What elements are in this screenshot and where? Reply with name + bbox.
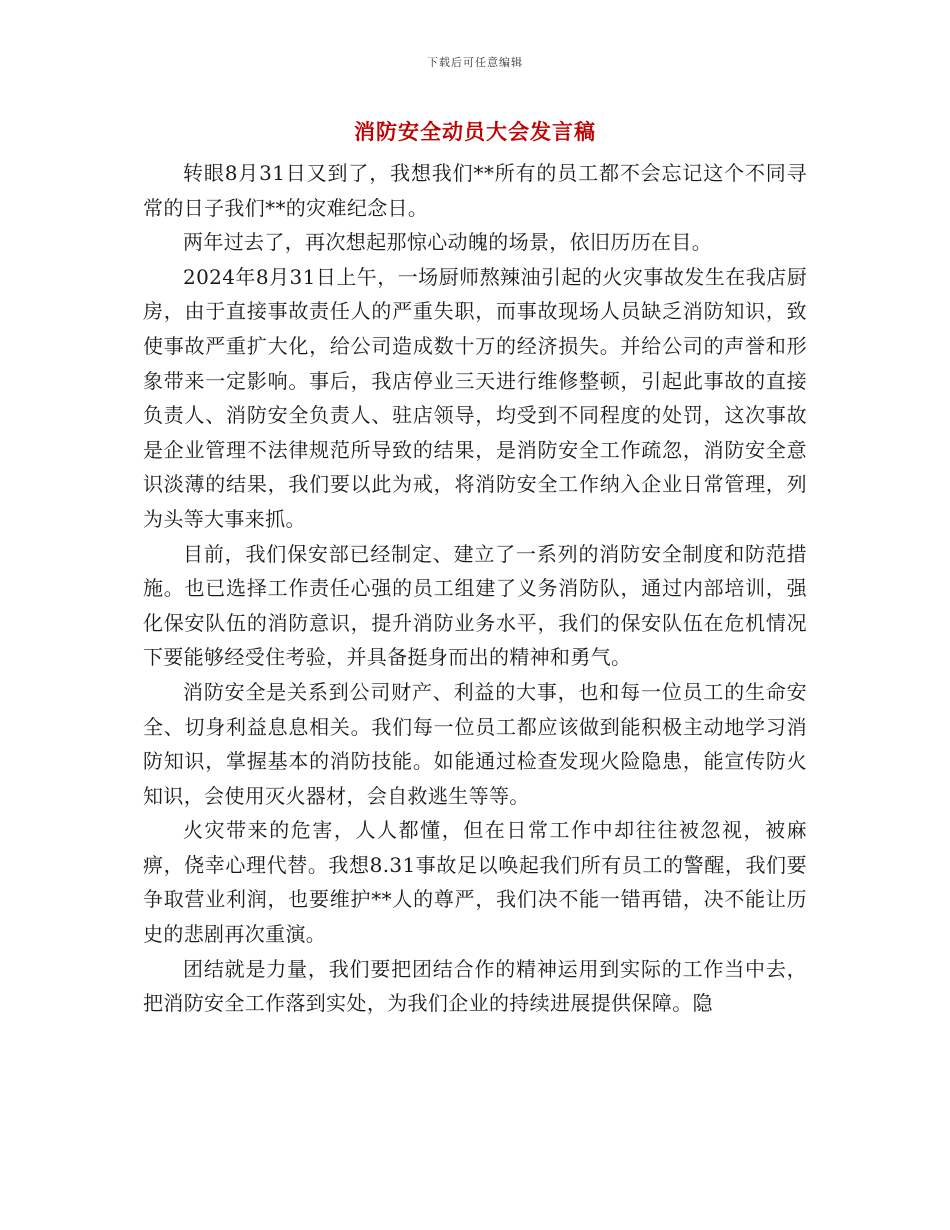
header-note: 下载后可任意编辑 [427,56,523,69]
paragraph-7: 团结就是力量，我们要把团结合作的精神运用到实际的工作当中去，把消防安全工作落到实处，为我们企业的持续进展提供保障。隐 [143,956,807,1016]
paragraph-4: 目前，我们保安部已经制定、建立了一系列的消防安全制度和防范措施。也已选择工作责任心强的员工组建了义务消防队，通过内部培训，强化保安队伍的消防意识，提升消防业务水平，我们的保安队伍在危机情况下要能够经受住考验，并具备挺身而出的精神和勇气。 [143,541,807,670]
document-body [143,156,807,1021]
paragraph-2: 两年过去了，再次想起那惊心动魄的场景，依旧历历在目。 [183,230,713,255]
paragraph-1: 转眼8月31日又到了，我想我们**所有的员工都不会忘记这个不同寻常的日子我们**的灾难纪念日。 [143,161,807,220]
document-title: 消防安全动员大会发言稿 [354,119,596,144]
paragraph-6: 火灾带来的危害，人人都懂，但在日常工作中却往往被忽视，被麻痹，侥幸心理代替。我想8.31事故足以唤起我们所有员工的警醒，我们要争取营业利润，也要维护**人的尊严，我们决不能一错再错，决不能让历史的悲剧再次重演。 [143,818,807,947]
paragraph-5: 消防安全是关系到公司财产、利益的大事，也和每一位员工的生命安全、切身利益息息相关。我们每一位员工都应该做到能积极主动地学习消防知识，掌握基本的消防技能。如能通过检查发现火险隐患，能宣传防火知识，会使用灭火器材，会自救逃生等等。 [143,679,807,808]
paragraph-3: 2024年8月31日上午，一场厨师熬辣油引起的火灾事故发生在我店厨房，由于直接事故责任人的严重失职，而事故现场人员缺乏消防知识，致使事故严重扩大化，给公司造成数十万的经济损失。并给公司的声誉和形象带来一定影响。事后，我店停业三天进行维修整顿，引起此事故的直接负责人、消防安全负责人、驻店领导，均受到不同程度的处罚，这次事故是企业管理不法律规范所导致的结果，是消防安全工作疏忽，消防安全意识淡薄的结果，我们要以此为戒，将消防安全工作纳入企业日常管理，列为头等大事来抓。 [143,264,807,531]
